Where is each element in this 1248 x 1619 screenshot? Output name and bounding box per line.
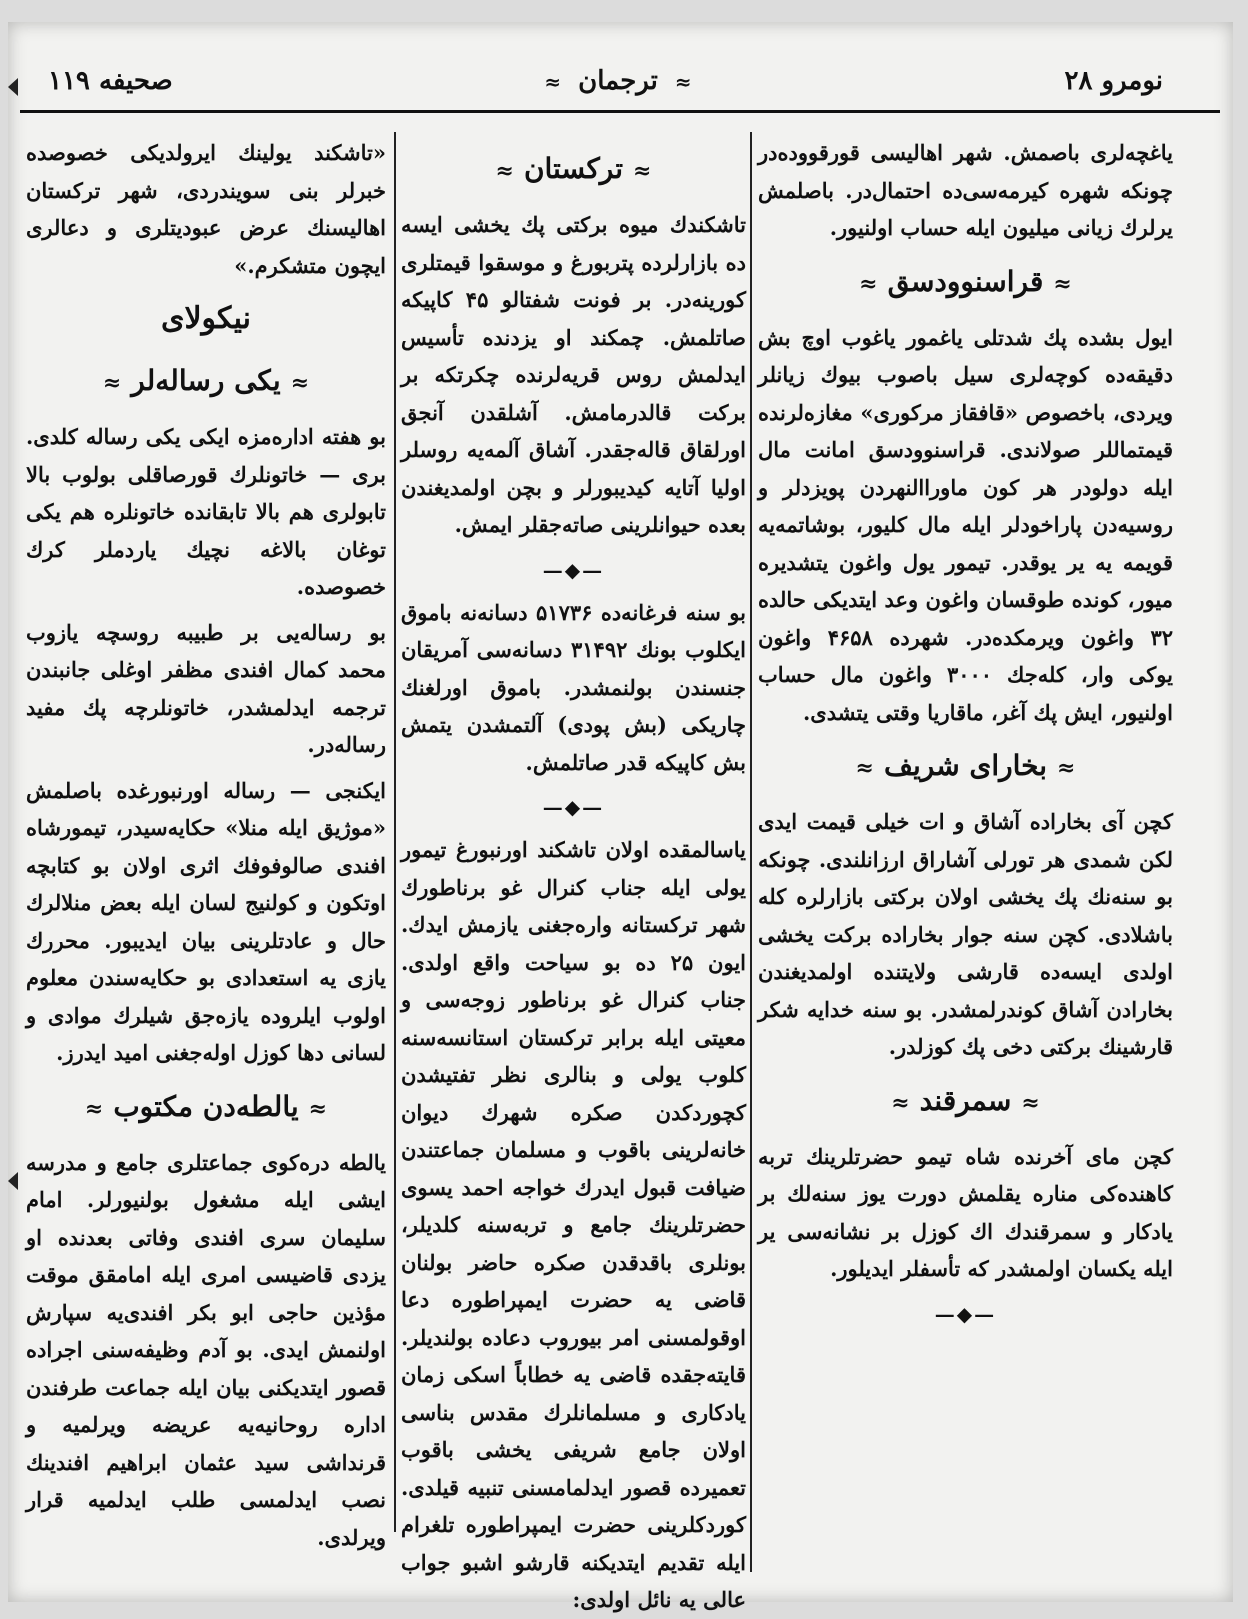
ornament-icon: ≈ bbox=[308, 1095, 328, 1122]
issue-number-label: نومرو ۲۸ bbox=[1064, 66, 1163, 96]
article-body: بو رساله‌یی بر طبیبه روسچه یازوب محمد کمال افندی مظفر اوغلی جانبندن ترجمه ایدلمشدر، خاتونلرچه پك مفید رساله‌در. bbox=[26, 619, 386, 757]
section-heading-turkestan bbox=[401, 144, 746, 196]
ornament-icon: ≈ bbox=[891, 1089, 910, 1116]
section-divider: —◆— bbox=[542, 795, 605, 819]
newspaper-name: ترجمان bbox=[578, 66, 658, 96]
section-divider: —◆— bbox=[934, 1301, 997, 1326]
section-heading-samarkand bbox=[758, 1076, 1173, 1128]
signature-name: نیکولای bbox=[160, 301, 252, 336]
ornament-icon: ≈ bbox=[1021, 1089, 1040, 1116]
column-divider-right bbox=[750, 132, 752, 1572]
section-heading-new-booklets bbox=[26, 356, 386, 408]
article-body: کچن آی بخاراده آشاق و ات خیلی قیمت ایدی لکن شمدی هر تورلی آشاراق ارزانلندی. چونکه بو سنه‌نك پك یخشی اولان برکتی بازارلره کله باشلادی. کچن سنه جوار بخاراده برکت یخشی اولدی ایسه‌ده قارشی ولایتنده اولمدیغندن بخارادن آشاق کوندرلمشدر. بو سنه خدایه شکر قارشینك برکتی دخی پك کوزلدر. bbox=[758, 809, 1173, 1059]
section-title: سمرقند bbox=[919, 1083, 1012, 1117]
article-body: یاسالمقده اولان تاشکند اورنبورغ تیمور یولی ایله جناب کنرال غو برناطورك شهر ترکستانه واره‌جغنی یازمش ایدك. ایون ۲۵ ده بو سیاحت واقع اولدی. جناب کنرال غو برناطور زوجه‌سی و معیتی ایله برابر ترکستان استانسه‌سنه کلوب یولی و بنالری نظر تفتیشدن کچوردکدن صکره شهرك دیوان خانه‌لرینی باقوب و مسلمان جماعتندن ضیافت قبول ایدرك خواجه احمد یسوی حضرتلرینك جامع و تربه‌سنه کلدیلر، بونلری باقدقدن صکره حاضر بولنان قاضی یه حضرت ایمپراطوره دعا اوقولمسنی امر بیوروب دعاده بولندیلر. قایته‌جقده قاضی یه خطاباً اسکی زمان یادکاری و مسلمانلرك مقدس بناسی اولان جامع شریفی یخشی باقوب تعمیرده قصور ایدلمامسنی تنبیه قیلدی. کوردکلرینی حضرت ایمپراطوره تلغرام ایله تقدیم ایتدیکنه قارشو اشبو جواب عالی یه نائل اولدی: bbox=[401, 837, 746, 1612]
section-title: یکی رساله‌لر bbox=[131, 364, 281, 397]
section-title: بخارای شریف bbox=[883, 749, 1048, 782]
article-continuation: یاغچه‌لری باصمش. شهر اهالیسی قورقووده‌در چونکه شهره کیرمه‌سی‌ده احتمال‌در. باصلمش یرلرك زیانی میلیون ایله حساب اولنیور. bbox=[758, 140, 1173, 240]
article-body: ایکنجی — رساله اورنبورغده باصلمش «موژیق ایله منلا» حکایه‌سیدر، تیمورشاه افندی صالوفوفك اثری اولان بو کتابچه اوتکون و کولنیج لسان ایله بعض منلالرك حال و عادتلرینی بیان ایدیبور. محررك یازی یه استعدادی بو حکایه‌سندن معلوم اولوب ایلروده یازه‌جق شیلرك موادی و لسانی دها کوزل اوله‌جغنی امید ایدرز. bbox=[26, 777, 386, 1065]
newspaper-title bbox=[508, 66, 728, 96]
article-body: بو هفته اداره‌مزه ایکی یکی رساله کلدی. بری — خاتونلرك قورصاقلی بولوب بالا تابولری هم بالا تابقانده خاتونلره هم یکی توغان بالاغه نچیك یاردملر کرك خصوصده. bbox=[26, 424, 386, 599]
ornament-icon: ≈ bbox=[674, 70, 692, 94]
section-heading-yalta-letter bbox=[26, 1082, 386, 1134]
article-body: تاشکندك میوه برکتی پك یخشی ایسه ده بازارلرده پتربورغ و موسقوا قیمتلری کورینه‌در. بر فونت شفتالو ۴۵ کاپیکه صاتلمش. چمکند او یزدنده تأسیس ایدلمش روس قریه‌لرنده چکرتکه بر برکت قالدرمامش. آشلقدن آنجق اورلقاق قاله‌جقدر. آشاق آلمه‌یه روسلر اولیا آتایه کیدیبورلر و بچن اولمدیغندن بعده حیوانلرینی صاته‌جقلر ایمش. bbox=[401, 212, 746, 537]
binding-mark-bottom bbox=[8, 1172, 18, 1190]
ornament-icon: ≈ bbox=[544, 70, 562, 94]
column-left bbox=[26, 134, 386, 1584]
section-title: ترکستان bbox=[523, 152, 624, 185]
ornament-icon: ≈ bbox=[1057, 755, 1076, 781]
page-header bbox=[8, 62, 1233, 110]
ornament-icon: ≈ bbox=[102, 370, 122, 396]
ornament-icon: ≈ bbox=[495, 158, 514, 184]
section-heading-bukhara bbox=[758, 741, 1173, 793]
section-heading-krasnovodsk bbox=[758, 257, 1173, 309]
column-divider-left bbox=[394, 132, 396, 1532]
newspaper-page bbox=[8, 22, 1233, 1612]
section-title: قراسنوودسق bbox=[887, 264, 1044, 298]
ornament-icon: ≈ bbox=[1053, 270, 1072, 297]
article-body: کچن مای آخرنده شاه تیمو حضرتلرینك تربه کاهنده‌کی مناره یقلمش دورت یوز سنه‌لك بر یادکار و سمرقندك اك کوزل بر نشانه‌سی یر ایله یکسان اولمشدر که تأسفلر ایدیلور. bbox=[758, 1143, 1173, 1281]
ornament-icon: ≈ bbox=[290, 370, 310, 396]
header-rule bbox=[20, 110, 1220, 113]
telegram-quote: «تاشکند یولینك ایرولدیکی خصوصده خبرلر بنی سویندردی، شهر ترکستان اهالیسنك عرض عبودیتلری و دعالری ایچون متشکرم.» bbox=[26, 140, 386, 278]
column-right bbox=[758, 134, 1173, 1584]
article-body: بو سنه فرغانه‌ده ۵۱۷۳۶ دسانه‌نه باموق ایکلوب بونك ۳۱۴۹۲ دسانه‌سی آمریقان جنسندن بولنمشدر. باموق اورلغنك چاریکی (بش پودی) آلتمشدن یتمش بش کاپیکه قدر صاتلمش. bbox=[401, 599, 747, 775]
article-body: ایول بشده پك شدتلی یاغمور یاغوب اوچ بش دقیقه‌ده کوچه‌لری سیل باصوب بیوك زیانلر ویردی، باخصوص «قافقاز مرکوری» مغازه‌لرنده قیمتماللر صولاندی. قراسنوودسق امانت مال ایله دولودر هر کون ماوراالنهردن پویزدلر و روسیه‌دن پاراخودلر ایله مال کلیور، بوشاتمه‌یه قویمه یه یر یوقدر. تیمور یول واغون یتشدیره میور، کونده طوقسان واغون وعد ایتدیکی حالده ۳۲ واغون ویرمکده‌در. شهرده ۴۶۵۸ واغون یوکی وار، کله‌جك ۳۰۰۰ واغون مال حساب اولنیور، ایش پك آغر، ماقاریا وقتی یتشدی. bbox=[758, 324, 1174, 725]
section-divider: —◆— bbox=[542, 557, 605, 582]
ornament-icon: ≈ bbox=[633, 158, 652, 184]
ornament-icon: ≈ bbox=[84, 1095, 104, 1122]
section-title: یالطه‌دن مکتوب bbox=[113, 1089, 299, 1123]
article-body: یالطه دره‌کوی جماعتلری جامع و مدرسه ایشی ایله مشغول بولنیورلر. امام سلیمان سری افندی وفاتی بعدنده او یزدی قاضیسی امری ایله امامقق موقت مؤذین حاجی ابو بکر افندی‌یه سپارش اولنمش ایدی. بو آدم وظیفه‌سنی اجراده قصور ایتدیکنی بیان ایله جماعت طرفندن اداره روحانیه‌یه عریضه ویرلمیه و قرنداشی سید عثمان ابراهیم افندینك نصب ایدلمسی طلب ایدلمیه قرار ویرلدی. bbox=[26, 1149, 386, 1550]
column-middle bbox=[401, 134, 747, 1612]
ornament-icon: ≈ bbox=[859, 270, 878, 297]
page-number-label: صحیفه ۱۱۹ bbox=[48, 66, 173, 96]
ornament-icon: ≈ bbox=[855, 755, 874, 781]
